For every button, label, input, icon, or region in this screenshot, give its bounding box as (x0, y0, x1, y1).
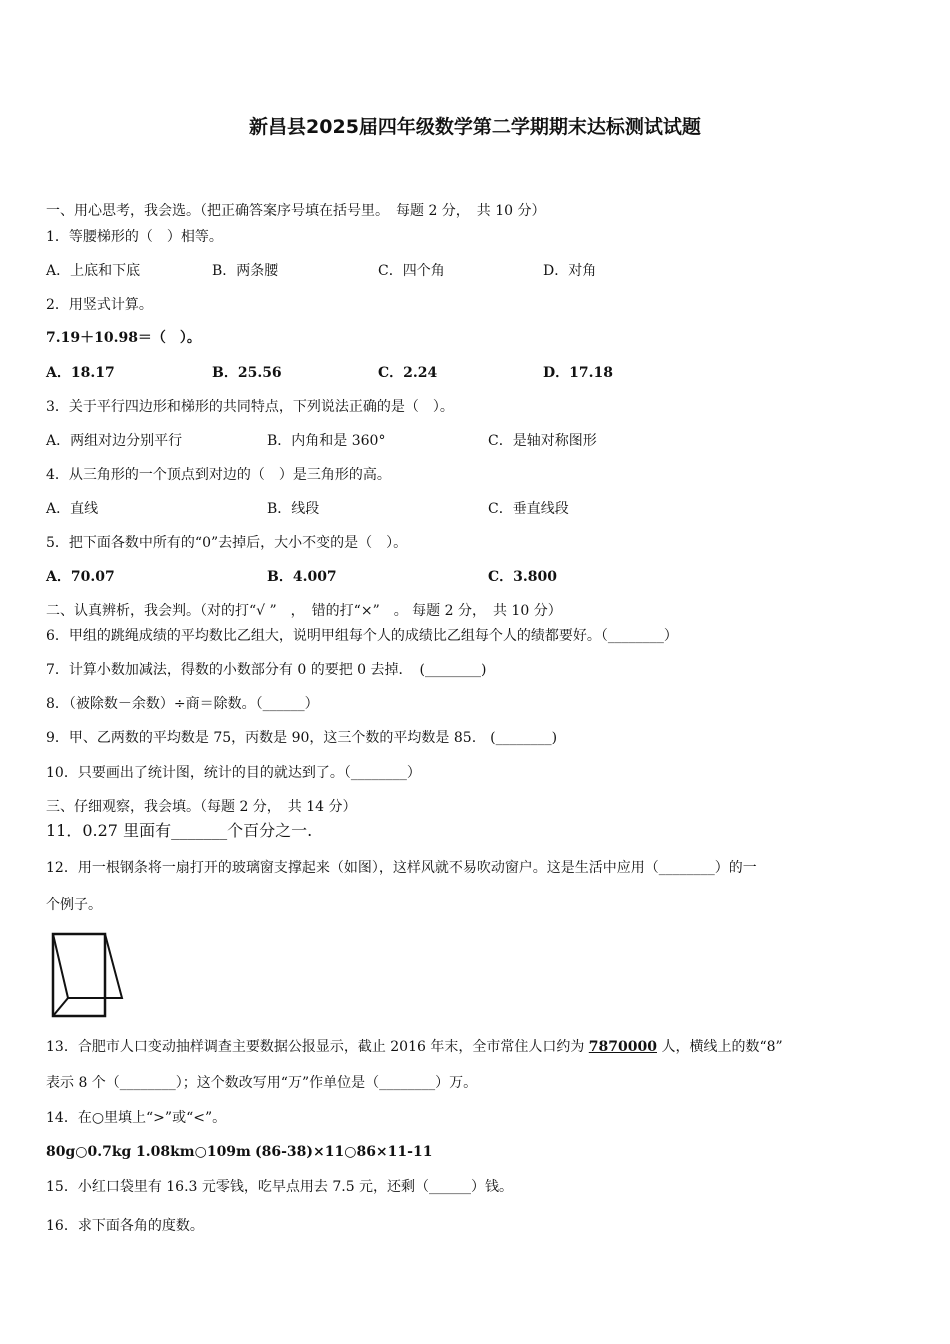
q10: 10．只要画出了统计图，统计的目的就达到了。（________） (46, 765, 421, 781)
q3-option-b: B．内角和是 360° (267, 433, 386, 449)
q11: 11．0.27 里面有_______个百分之一. (46, 821, 313, 840)
steel-support-bar (53, 998, 68, 1016)
q2-option-b: B．25.56 (212, 365, 282, 381)
window-frame (53, 934, 105, 1016)
q6: 6．甲组的跳绳成绩的平均数比乙组大，说明甲组每个人的成绩比乙组每个人的绩都要好。（________） (46, 628, 678, 644)
q1-option-c: C．四个角 (378, 263, 445, 279)
q1-option-b: B．两条腰 (212, 263, 279, 279)
q2-stem: 2．用竖式计算。 (46, 297, 153, 313)
q9: 9．甲、乙两数的平均数是 75，丙数是 90，这三个数的平均数是 85. (________) (46, 730, 558, 746)
section-2-heading: 二、认真辨析，我会判。（对的打“√ ” ， 错的打“×” 。 每题 2 分， 共 10 分） (46, 603, 562, 619)
q14-item-1: 80g○0.7kg (46, 1144, 132, 1160)
q4-stem: 4．从三角形的一个顶点到对边的（ ）是三角形的高。 (46, 467, 391, 483)
q1-stem: 1．等腰梯形的（ ）相等。 (46, 229, 223, 245)
q13-text-after: 人，横线上的数“8” (657, 1039, 783, 1055)
q14-item-3: (86-38)×11○86×11-11 (255, 1144, 433, 1160)
section-1-heading: 一、用心思考，我会选。（把正确答案序号填在括号里。 每题 2 分， 共 10 分） (46, 203, 546, 219)
q3-option-c: C．是轴对称图形 (488, 433, 597, 449)
q13-text-before: 13．合肥市人口变动抽样调查主要数据公报显示，截止 2016 年末，全市常住人口约为 (46, 1039, 589, 1055)
q5-stem: 5．把下面各数中所有的“0”去掉后，大小不变的是（ ）。 (46, 535, 408, 551)
section-3-heading: 三、仔细观察，我会填。（每题 2 分， 共 14 分） (46, 799, 357, 815)
q4-option-a: A．直线 (46, 501, 99, 517)
q14-item-2: 1.08km○109m (136, 1144, 251, 1160)
q2-expression: 7.19＋10.98＝（ ）。 (46, 330, 201, 346)
q4-option-c: C．垂直线段 (488, 501, 569, 517)
q5-option-b: B．4.007 (267, 569, 337, 585)
q2-option-c: C．2.24 (378, 365, 438, 381)
q3-option-a: A．两组对边分别平行 (46, 433, 183, 449)
open-window-pane (53, 934, 122, 998)
q8: 8．（被除数－余数）÷商＝除数。（______） (46, 696, 319, 712)
q15: 15．小红口袋里有 16.3 元零钱，吃早点用去 7.5 元，还剩（______）钱。 (46, 1179, 514, 1195)
q5-option-c: C．3.800 (488, 569, 557, 585)
q16: 16．求下面各角的度数。 (46, 1218, 204, 1234)
q7: 7．计算小数加减法，得数的小数部分有 0 的要把 0 去掉． (________) (46, 662, 487, 678)
q3-stem: 3．关于平行四边形和梯形的共同特点，下列说法正确的是（ ）。 (46, 399, 454, 415)
q5-option-a: A．70.07 (46, 569, 115, 585)
q12-line-1: 12．用一根钢条将一扇打开的玻璃窗支撑起来（如图），这样风就不易吹动窗户。这是生活中应用（________）的一 (46, 860, 757, 876)
q13-population-number: 7870000 (588, 1039, 657, 1055)
q1-option-a: A．上底和下底 (46, 263, 141, 279)
q4-option-b: B．线段 (267, 501, 320, 517)
window-support-figure (50, 930, 128, 1020)
q13-line-2: 表示 8 个（________）；这个数改写用“万”作单位是（________）万。 (46, 1075, 478, 1091)
q14-stem: 14．在○里填上“>”或“<”。 (46, 1110, 227, 1126)
q13-line-1 (46, 1037, 783, 1057)
page-title: 新昌县2025届四年级数学第二学期期末达标测试试题 (249, 116, 701, 138)
q12-line-2: 个例子。 (46, 897, 102, 913)
q2-option-a: A．18.17 (46, 365, 115, 381)
q2-option-d: D．17.18 (543, 365, 613, 381)
q1-option-d: D．对角 (543, 263, 597, 279)
